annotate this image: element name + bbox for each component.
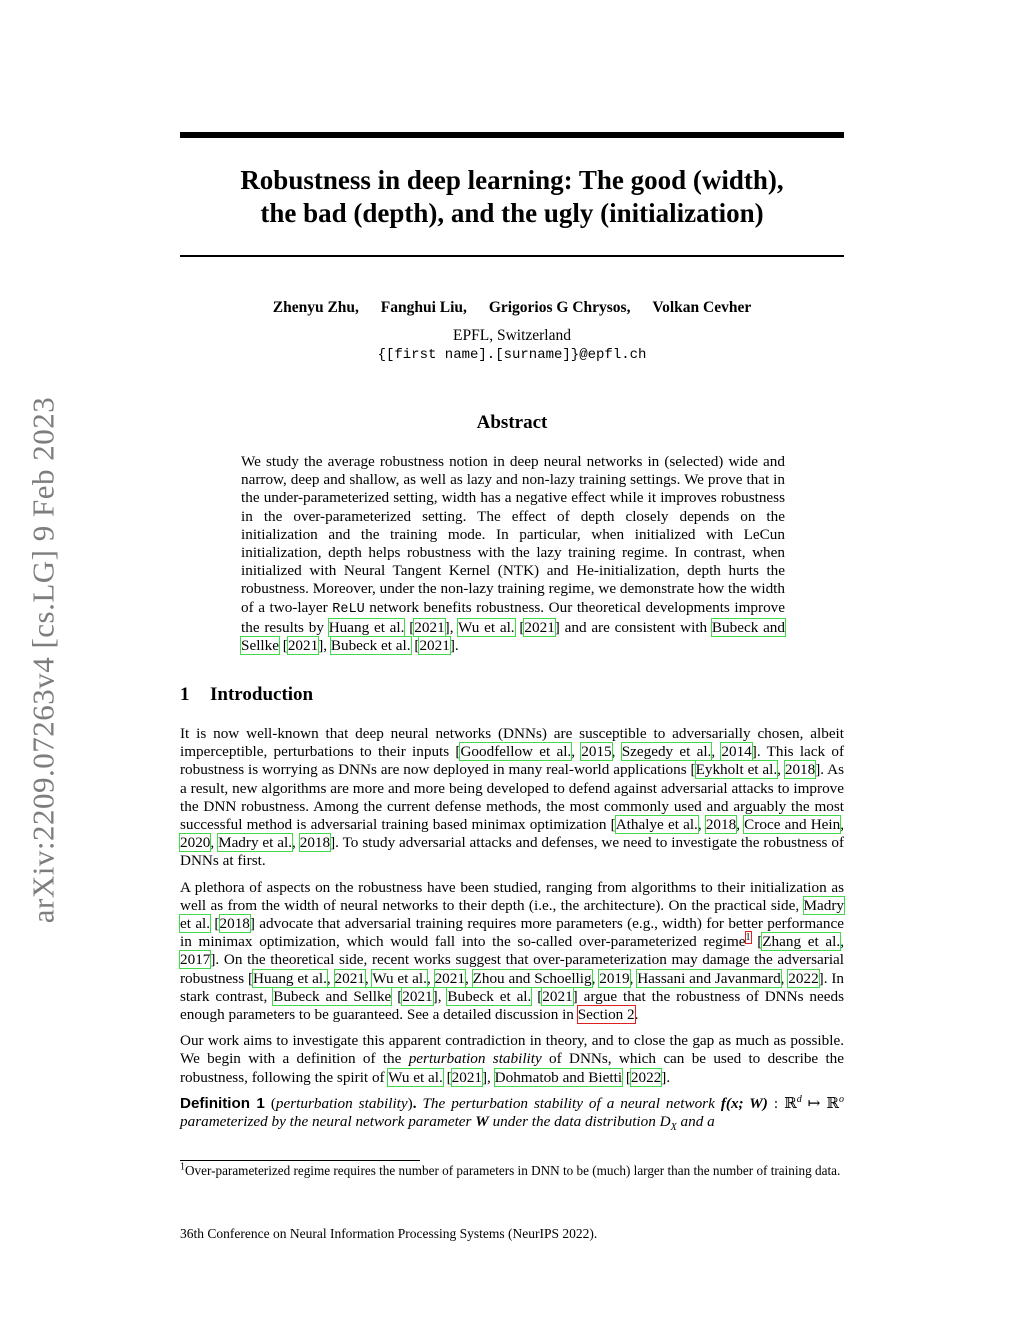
introduction-body [180, 725, 844, 1145]
citation-link[interactable]: Bubeck and Sellke [241, 618, 785, 655]
paragraph: Our work aims to investigate this apparent contradiction in theory, and to close the gap as much as possible. We begin with a definition of the perturbation stability of DNNs, which can be used to describe the robustness, following the spirit of Wu et al. [2021], Dohmatob and Bietti [2022]. [180, 1032, 845, 1086]
arxiv-identifier-text: arXiv:2209.07263v4 [cs.LG] 9 Feb 2023 [25, 396, 60, 924]
abstract-heading: Abstract [476, 412, 548, 433]
citation-year-link[interactable]: 2021 [419, 637, 450, 655]
citation-link[interactable]: Szegedy et al. [621, 743, 712, 761]
citation-year-link[interactable]: 2021 [414, 618, 445, 636]
citation-link[interactable]: Hassani and Javanmard [637, 969, 781, 987]
title-line-2: the bad (depth), and the ugly (initialization) [260, 198, 764, 228]
footnote-text: Over-parameterized regime requires the number of parameters in DNN to be (much) larger than the number of training data. [185, 1163, 841, 1178]
title-line-1: Robustness in deep learning: The good (width), [240, 165, 784, 195]
author: Volkan Cevher [652, 299, 752, 316]
venue-footer: 36th Conference on Neural Information Processing Systems (NeurIPS 2022). [180, 1226, 598, 1241]
citation-link[interactable]: Bubeck et al. [330, 637, 411, 655]
citation-year-link[interactable]: 2022 [788, 969, 819, 987]
paper-title [180, 164, 844, 230]
citation-year-link[interactable]: 2018 [784, 761, 816, 779]
definition: Definition 1 (perturbation stability). The perturbation stability of a neural network f(x; W) : ℝ$^d$ ↦ ℝ$^o$ parameterized by the neural network parameter W under the data distribution $D_X$ and a [180, 1093, 844, 1134]
title-top-rule [180, 132, 844, 138]
citation-year-link[interactable]: 2021 [524, 618, 555, 636]
abstract-body: We study the average robustness notion in deep neural networks in (selected) wide and narrow, deep and shallow, as well as lazy and non-lazy training settings. We prove that in the under-parameterized setting, width has a negative effect while it improves robustness in the over-parameterized setting. The effect of depth closely depends on the initialization and the training mode. In particular, when initialized with LeCun initialization, depth helps robustness with the lazy training regime. In contrast, when initialized with Neural Tangent Kernel (NTK) and He-initialization, depth hurts the robustness. Moreover, under the non-lazy training regime, we demonstrate how the width of a two-layer ReLU network benefits robustness. Our theoretical developments improve the results by Huang et al. [2021], Wu et al. [2021] and are consistent with Bubeck and Sellke [2021], Bubeck et al. [2021]. [241, 453, 786, 655]
citation-year-link[interactable]: 2021 [451, 1068, 482, 1086]
affiliation: EPFL, Switzerland [453, 327, 571, 344]
citation-year-link[interactable]: 2018 [705, 816, 737, 834]
section-ref-link[interactable]: Section 2 [577, 1006, 635, 1024]
abstract-text-3: and are consistent with [564, 618, 708, 636]
citation-year-link[interactable]: 2018 [299, 834, 331, 852]
abstract-text-2: network benefits robustness. Our theoretical developments improve the results by [241, 598, 786, 636]
abstract-relu: ReLU [332, 601, 365, 617]
paragraph: A plethora of aspects on the robustness have been studied, ranging from algorithms to their initialization as well as from the width of neural networks to their depth (i.e., the architecture). On the practical side, Madry et al. [2018] advocate that adversarial training requires more parameters (e.g., width) for better performance in minimax optimization, which would fall into the so-called over-parameterized regime$^1$ [Zhang et al., 2017]. On the theoretical side, recent works suggest that over-parameterization may damage the adversarial robustness [Huang et al., 2021, Wu et al., 2021, Zhou and Schoellig, 2019, Hassani and Javanmard, 2022]. In stark contrast, Bubeck and Sellke [2021], Bubeck et al. [2021] argue that the robustness of DNNs needs enough parameters to be guaranteed. See a detailed discussion in Section 2. [180, 878, 845, 1024]
citation-year-link[interactable]: 2021 [434, 969, 465, 987]
citation-year-link[interactable]: 2017 [180, 951, 211, 969]
section-number: 1 [180, 684, 190, 705]
paragraph: It is now well-known that deep neural networks (DNNs) are susceptible to adversarially chosen, albeit imperceptible, perturbations to their inputs [Goodfellow et al., 2015, Szegedy et al., 2014]. This lack of robustness is worrying as DNNs are now deployed in many real-world applications [Eykholt et al., 2018]. As a result, new algorithms are more and more being developed to defend against adversarial attacks to improve the DNN robustness. Among the current defense methods, the most commonly used and arguably the most successful method is adversarial training based minimax optimization [Athalye et al., 2018, Croce and Hein, 2020, Madry et al., 2018]. To study adversarial attacks and defenses, we need to investigate the robustness of DNNs at first. [180, 725, 845, 870]
author-list [180, 299, 844, 317]
citation-year-link[interactable]: 2014 [721, 743, 752, 761]
author: Fanghui Liu, [380, 299, 467, 316]
citation-year-link[interactable]: 2020 [180, 834, 211, 852]
section-title: Introduction [210, 684, 314, 705]
math-expression: f(x; W) [720, 1094, 768, 1112]
citation-link[interactable]: Zhou and Schoellig [472, 969, 592, 987]
citation-link[interactable]: Athalye et al. [615, 816, 698, 834]
citation-link[interactable]: Croce and Hein [744, 816, 841, 834]
arxiv-identifier [18, 360, 68, 960]
citation-year-link[interactable]: 2015 [581, 743, 612, 761]
definition-label: Definition 1 [180, 1094, 265, 1112]
citation-link[interactable]: Madry et al. [180, 896, 844, 933]
section-heading [180, 684, 313, 706]
citation-year-link[interactable]: 2021 [334, 969, 365, 987]
citation-link[interactable]: Wu et al. [372, 969, 427, 987]
author: Zhenyu Zhu, [272, 299, 359, 316]
footnote-rule [180, 1160, 420, 1161]
abstract-text: We study the average robustness notion in deep neural networks in (selected) wide and narrow, deep and shallow, as well as lazy and non-lazy training settings. We prove that in the under-parameterized setting, width has a negative effect while it improves robustness in the over-parameterized setting. The effect of depth closely depends on the initialization and the training mode. In particular, when initialized with LeCun initialization, depth helps robustness with the lazy training regime. In contrast, when initialized with Neural Tangent Kernel (NTK) and He-initialization, depth hurts the robustness. Moreover, under the non-lazy training regime, we demonstrate how the width of a two-layer [241, 453, 785, 616]
citation-link[interactable]: Eykholt et al. [695, 761, 778, 779]
author-email: {[first name].[surname]}@epfl.ch [377, 347, 647, 363]
citation-link[interactable]: Wu et al. [458, 618, 515, 636]
footnote-link[interactable]: 1 [745, 932, 751, 944]
citation-link[interactable]: Wu et al. [388, 1068, 443, 1086]
citation-year-link[interactable]: 2021 [287, 637, 319, 655]
citation-link[interactable]: Dohmatob and Bietti [494, 1068, 623, 1086]
citation-link[interactable]: Madry et al. [218, 834, 293, 852]
citation-link[interactable]: Goodfellow et al. [460, 743, 572, 761]
footnote-mark: 1 [180, 1161, 185, 1173]
citation-year-link[interactable]: 2021 [402, 987, 433, 1005]
author: Grigorios G Chrysos, [488, 299, 631, 316]
citation-link[interactable]: Bubeck and Sellke [273, 987, 392, 1005]
citation-link[interactable]: Zhang et al. [762, 933, 841, 951]
title-bottom-rule [180, 255, 844, 257]
citation-year-link[interactable]: 2018 [219, 915, 250, 933]
footnote [180, 1163, 844, 1180]
citation-year-link[interactable]: 2022 [630, 1068, 662, 1086]
citation-year-link[interactable]: 2021 [542, 987, 573, 1005]
citation-link[interactable]: Huang et al. [328, 618, 405, 636]
citation-link[interactable]: Huang et al. [253, 969, 327, 987]
citation-year-link[interactable]: 2019 [599, 969, 630, 987]
citation-link[interactable]: Bubeck et al. [447, 987, 532, 1005]
